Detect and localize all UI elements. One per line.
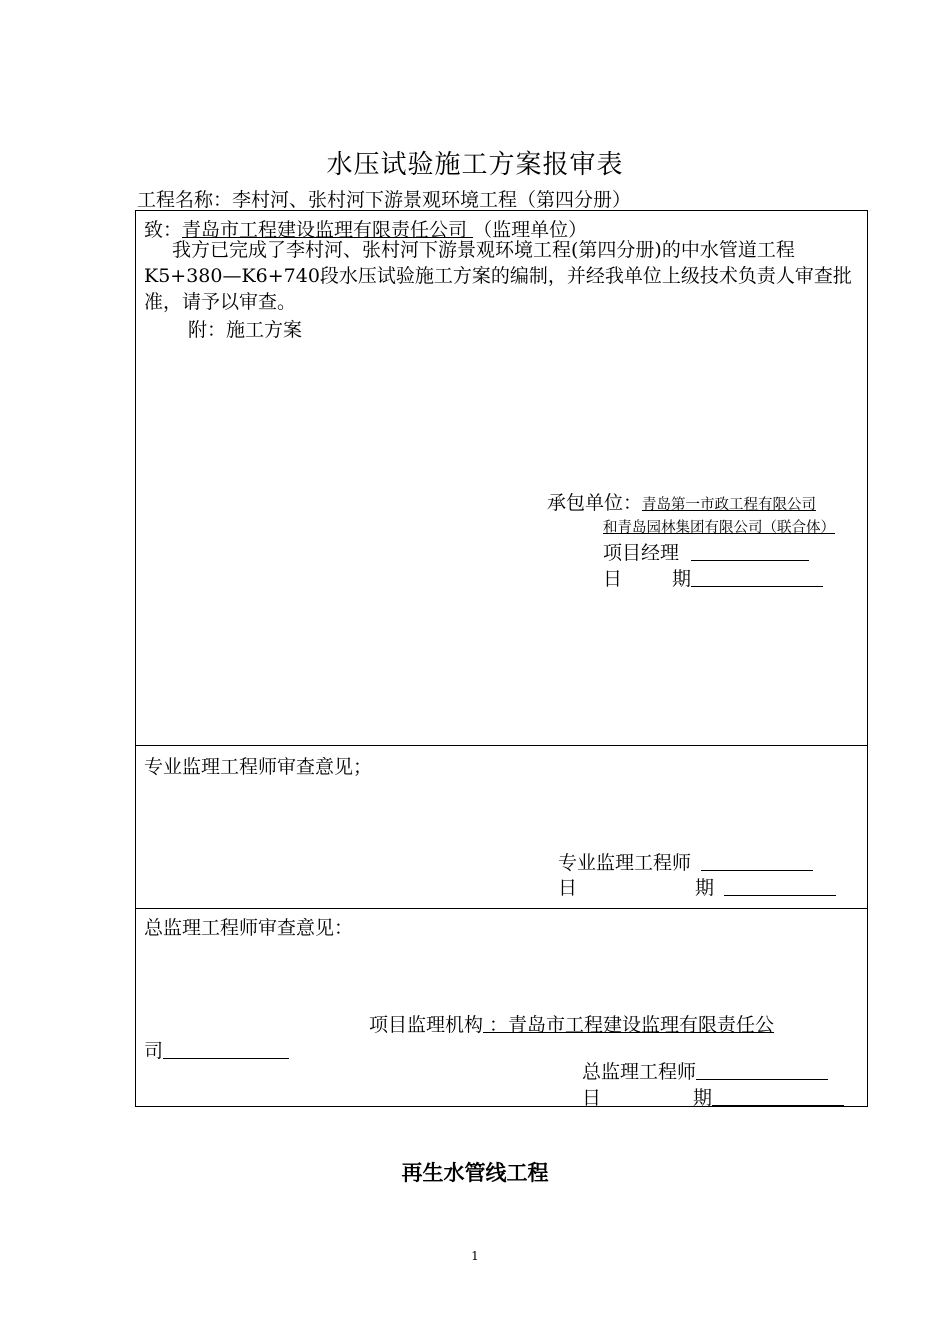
- chief-date-line: [582, 1083, 844, 1110]
- specialist-date-line: [558, 873, 836, 900]
- date-label-char-1: 日: [603, 568, 623, 590]
- date-label-char-2: 期: [672, 568, 692, 590]
- chief-date-blank[interactable]: [712, 1087, 844, 1106]
- supervision-org-line-2: [144, 1036, 289, 1063]
- specialist-review-heading: 专业监理工程师审查意见；: [144, 756, 373, 778]
- submission-section: [136, 211, 867, 745]
- pm-line: [603, 538, 809, 565]
- specialist-engineer-label: 专业监理工程师: [558, 852, 692, 874]
- date-label-char-1: 日: [558, 877, 578, 899]
- footer-title: 再生水管线工程: [401, 1161, 549, 1185]
- supervision-org-label: 项目监理机构: [369, 1014, 484, 1036]
- addressee-org: 青岛市工程建设监理有限责任公司: [182, 219, 474, 241]
- addressee-prefix: 致：: [144, 219, 183, 241]
- chief-signature-blank[interactable]: [696, 1061, 828, 1080]
- contractor-name-2: 和青岛园林集团有限公司（联合体）: [603, 520, 835, 536]
- supervision-org-value-cont: 司: [144, 1040, 164, 1062]
- chief-engineer-label: 总监理工程师: [582, 1061, 697, 1083]
- page-title: 水压试验施工方案报审表: [326, 150, 624, 180]
- supervision-org-value: ：青岛市工程建设监理有限责任公: [483, 1014, 775, 1036]
- contractor-name-1: 青岛第一市政工程有限公司: [642, 497, 817, 513]
- supervision-org-blank[interactable]: [163, 1040, 289, 1059]
- project-name: 李村河、张村河下游景观环境工程（第四分册）: [232, 189, 632, 211]
- date-label-char-2: 期: [693, 1087, 713, 1109]
- date-label-char-1: 日: [582, 1087, 602, 1109]
- specialist-signature-blank[interactable]: [701, 852, 813, 871]
- project-name-line: [137, 185, 631, 212]
- attachment-note: 附：施工方案: [188, 319, 303, 341]
- chief-review-section: [136, 908, 867, 1109]
- page-number: 1: [471, 1249, 479, 1263]
- supervision-org-line: [369, 1010, 774, 1037]
- submission-body: 我方已完成了李村河、张村河下游景观环境工程(第四分册)的中水管道工程K5+380—K6+740段水压试验施工方案的编制，并经我单位上级技术负责人审查批准，请予以审查。: [144, 239, 852, 313]
- chief-engineer-line: [582, 1057, 828, 1084]
- pm-label: 项目经理: [603, 542, 680, 564]
- specialist-review-section: [136, 745, 867, 908]
- pm-signature-blank[interactable]: [691, 542, 809, 561]
- contractor-date-line: [603, 564, 823, 591]
- specialist-date-blank[interactable]: [724, 877, 836, 896]
- contractor-line: [547, 488, 816, 515]
- chief-review-heading: 总监理工程师审查意见：: [144, 917, 354, 939]
- approval-form-table: [135, 210, 868, 1107]
- addressee-suffix: （监理单位）: [473, 219, 588, 241]
- date-label-char-2: 期: [695, 877, 715, 899]
- contractor-date-blank[interactable]: [691, 568, 823, 587]
- specialist-engineer-line: [558, 848, 813, 875]
- project-label: 工程名称：: [137, 189, 233, 211]
- contractor-label: 承包单位：: [547, 492, 643, 514]
